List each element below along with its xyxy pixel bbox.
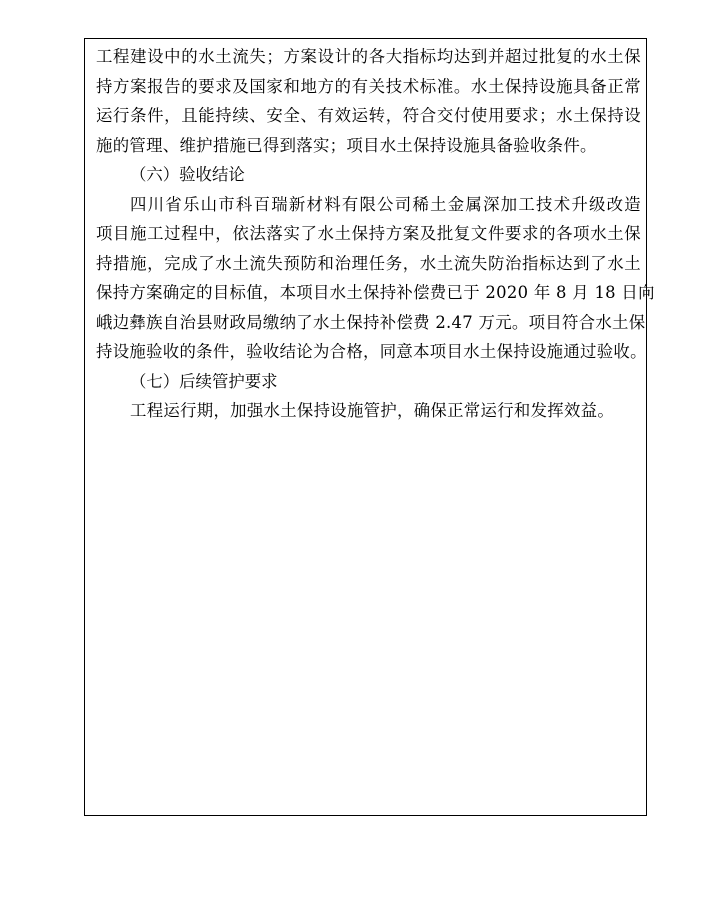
- text-line: 运行条件，且能持续、安全、有效运转，符合交付使用要求；水土保持设: [96, 106, 641, 125]
- text-line: 四川省乐山市科百瑞新材料有限公司稀土金属深加工技术升级改造: [130, 194, 641, 214]
- text-line: 持措施，完成了水土流失预防和治理任务，水土流失防治指标达到了水土: [96, 253, 641, 273]
- text-line: 持方案报告的要求及国家和地方的有关技术标准。水土保持设施具备正常: [96, 76, 641, 96]
- text-line: 施的管理、维护措施已得到落实；项目水土保持设施具备验收条件。: [96, 135, 597, 155]
- document-body: [96, 42, 655, 426]
- paragraph-maintenance-requirements: [96, 396, 641, 426]
- text-line: 工程建设中的水土流失；方案设计的各大指标均达到并超过批复的水土保: [96, 47, 641, 66]
- section-heading-maintenance-requirements: （七）后续管护要求: [130, 371, 278, 391]
- paragraph-acceptance-conclusion: [96, 190, 655, 367]
- paragraph-continuation: [96, 42, 641, 160]
- text-line: 保持方案确定的目标值，本项目水土保持补偿费已于 2020 年 8 月 18 日向: [96, 283, 655, 302]
- text-line: 持设施验收的条件，验收结论为合格，同意本项目水土保持设施通过验收。: [96, 342, 647, 361]
- section-heading-acceptance-conclusion: （六）验收结论: [130, 165, 245, 184]
- text-line: 峨边彝族自治县财政局缴纳了水土保持补偿费 2.47 万元。项目符合水土保: [96, 312, 646, 332]
- text-line: 工程运行期，加强水土保持设施管护，确保正常运行和发挥效益。: [130, 401, 615, 420]
- text-line: 项目施工过程中，依法落实了水土保持方案及批复文件要求的各项水土保: [96, 224, 641, 243]
